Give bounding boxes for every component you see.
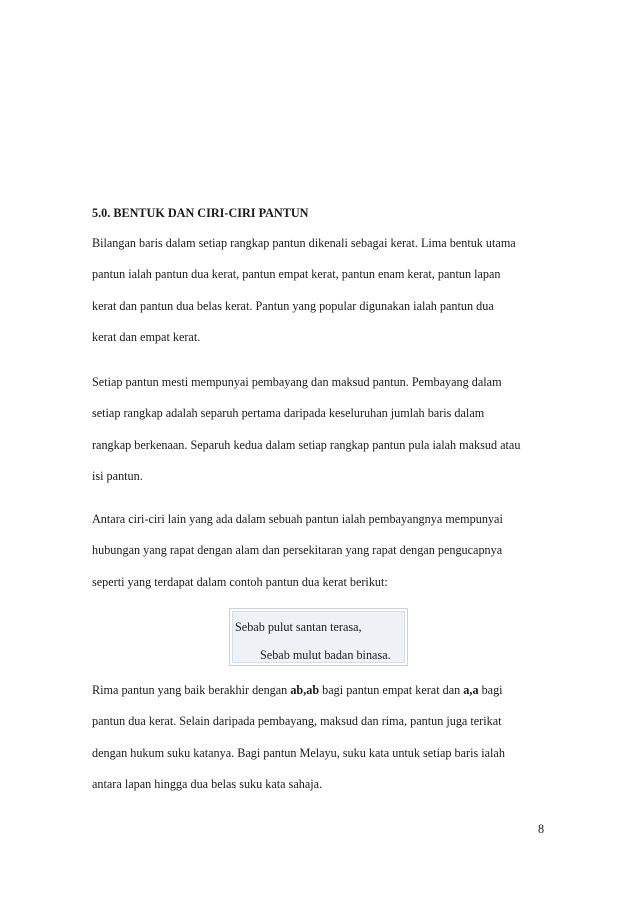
paragraph-4 — [92, 682, 552, 807]
pantun-line-1: Sebab pulut santan terasa, — [235, 620, 362, 634]
paragraph-1 — [92, 235, 552, 360]
paragraph-line: kerat dan pantun dua belas kerat. Pantun yang popular digunakan ialah pantun dua — [92, 298, 494, 313]
paragraph-line: pantun ialah pantun dua kerat, pantun empat kerat, pantun enam kerat, pantun lapan — [92, 267, 501, 282]
text-segment: bagi pantun empat kerat dan — [319, 683, 464, 697]
paragraph-line: Setiap pantun mesti mempunyai pembayang dan maksud pantun. Pembayang dalam — [92, 375, 502, 389]
paragraph-line: rangkap berkenaan. Separuh kedua dalam setiap rangkap pantun pula ialah maksud atau — [92, 437, 521, 452]
text-segment: bagi — [478, 683, 503, 697]
paragraph-3 — [92, 511, 552, 605]
paragraph-line: Antara ciri-ciri lain yang ada dalam sebuah pantun ialah pembayangnya mempunyai — [92, 512, 503, 526]
paragraph-line: pantun dua kerat. Selain daripada pembayang, maksud dan rima, pantun juga terikat — [92, 714, 502, 729]
paragraph-line: isi pantun. — [92, 468, 143, 483]
paragraph-line: antara lapan hingga dua belas suku kata sahaja. — [92, 776, 323, 791]
rhyme-pattern-bold: a,a — [463, 683, 479, 697]
pantun-example-box — [229, 608, 408, 666]
paragraph-line: kerat dan empat kerat. — [92, 329, 201, 344]
paragraph-line: Bilangan baris dalam setiap rangkap pantun dikenali sebagai kerat. Lima bentuk utama — [92, 236, 516, 250]
page-number: 8 — [538, 822, 545, 836]
text-segment: Rima pantun yang baik berakhir dengan — [92, 683, 291, 697]
paragraph-line-mixed — [92, 682, 552, 713]
paragraph-2 — [92, 374, 552, 499]
rhyme-pattern-bold: ab,ab — [290, 683, 320, 697]
paragraph-line: seperti yang terdapat dalam contoh pantun dua kerat berikut: — [92, 574, 388, 589]
paragraph-line: hubungan yang rapat dengan alam dan persekitaran yang rapat dengan pengucapnya — [92, 543, 503, 558]
pantun-line-2: Sebab mulut badan binasa. — [260, 648, 391, 662]
paragraph-line: setiap rangkap adalah separuh pertama daripada keseluruhan jumlah baris dalam — [92, 406, 485, 421]
paragraph-line: dengan hukum suku katanya. Bagi pantun Melayu, suku kata untuk setiap baris ialah — [92, 745, 505, 760]
section-heading: 5.0. BENTUK DAN CIRI-CIRI PANTUN — [92, 206, 309, 220]
